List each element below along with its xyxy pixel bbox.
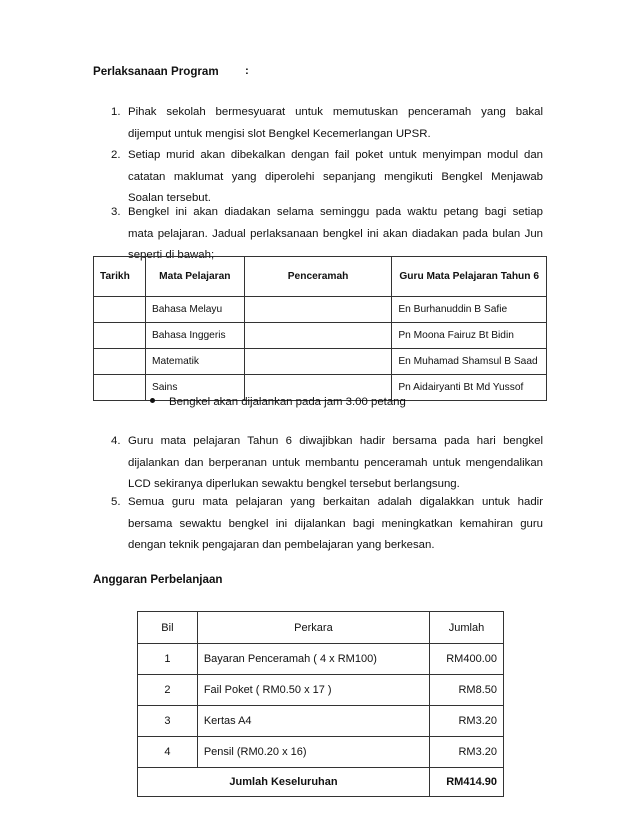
cell-jumlah: RM8.50 bbox=[430, 675, 504, 706]
list-item-line: dijemput untuk mengisi slot Bengkel Kecemerlangan UPSR. bbox=[128, 127, 431, 140]
cell-subject: Bahasa Melayu bbox=[145, 297, 244, 323]
table-row bbox=[94, 297, 547, 323]
column-header-perkara: Perkara bbox=[197, 612, 429, 644]
list-item-line: Pihak sekolah bermesyuarat untuk memutuskan penceramah yang bakal bbox=[128, 106, 543, 118]
bullet-text: Bengkel akan dijalankan pada jam 3.00 petang bbox=[169, 396, 406, 408]
cell-bil: 2 bbox=[138, 675, 198, 706]
list-item-line: dengan teknik pengajaran dan pembelajaran yang berkesan. bbox=[128, 539, 435, 551]
list-item-number: 5. bbox=[111, 496, 121, 508]
budget-heading: Anggaran Perbelanjaan bbox=[93, 573, 223, 586]
column-header-teacher: Guru Mata Pelajaran Tahun 6 bbox=[392, 257, 547, 297]
cell-subject: Matematik bbox=[145, 349, 244, 375]
list-item bbox=[93, 492, 543, 557]
total-row bbox=[138, 768, 504, 797]
cell-speaker bbox=[244, 323, 392, 349]
cell-perkara: Kertas A4 bbox=[197, 706, 429, 737]
bullet-icon bbox=[150, 398, 155, 403]
list-item-line: dijalankan dan berperanan untuk membantu penceramah untuk mengendalikan bbox=[128, 456, 543, 469]
cell-tarikh bbox=[94, 297, 146, 323]
column-header-speaker: Penceramah bbox=[244, 257, 392, 297]
total-label: Jumlah Keseluruhan bbox=[138, 768, 430, 797]
program-heading-colon: : bbox=[245, 65, 249, 77]
list-item-line: Semua guru mata pelajaran yang berkaitan adalah digalakkan untuk hadir bbox=[128, 496, 543, 508]
cell-teacher: Pn Aidairyanti Bt Md Yussof bbox=[392, 375, 547, 401]
schedule-table bbox=[93, 256, 547, 401]
list-item-line: catatan maklumat yang diperolehi sepanjang mengikuti Bengkel Menjawab bbox=[128, 170, 543, 183]
cell-jumlah: RM400.00 bbox=[430, 644, 504, 675]
list-item-number: 1. bbox=[111, 106, 121, 118]
list-item-line: mata pelajaran. Jadual perlaksanaan bengkel ini akan diadakan pada bulan Jun bbox=[128, 227, 543, 240]
list-item-line: LCD sekiranya diperlukan sewaktu bengkel tersebut berlangsung. bbox=[128, 478, 460, 490]
cell-jumlah: RM3.20 bbox=[430, 706, 504, 737]
list-item-number: 4. bbox=[111, 435, 121, 447]
list-item-line: seperti di bawah; bbox=[128, 249, 215, 261]
budget-table bbox=[137, 611, 504, 797]
table-header-row bbox=[94, 257, 547, 297]
cell-tarikh bbox=[94, 375, 146, 401]
cell-bil: 3 bbox=[138, 706, 198, 737]
program-heading: Perlaksanaan Program bbox=[93, 65, 219, 78]
column-header-subject: Mata Pelajaran bbox=[145, 257, 244, 297]
column-header-tarikh: Tarikh bbox=[94, 257, 146, 297]
table-row bbox=[138, 706, 504, 737]
cell-teacher: En Muhamad Shamsul B Saad bbox=[392, 349, 547, 375]
table-row bbox=[94, 349, 547, 375]
table-row bbox=[138, 675, 504, 706]
cell-teacher: Pn Moona Fairuz Bt Bidin bbox=[392, 323, 547, 349]
list-item bbox=[93, 102, 543, 145]
table-header-row bbox=[138, 612, 504, 644]
cell-jumlah: RM3.20 bbox=[430, 737, 504, 768]
list-item-line: Setiap murid akan dibekalkan dengan fail poket untuk menyimpan modul dan bbox=[128, 149, 543, 161]
list-item bbox=[93, 431, 543, 496]
table-row bbox=[138, 644, 504, 675]
list-item-line: Guru mata pelajaran Tahun 6 diwajibkan hadir bersama pada hari bengkel bbox=[128, 435, 543, 447]
cell-subject: Bahasa Inggeris bbox=[145, 323, 244, 349]
list-item-number: 3. bbox=[111, 206, 121, 218]
total-value: RM414.90 bbox=[430, 768, 504, 797]
cell-speaker bbox=[244, 349, 392, 375]
cell-tarikh bbox=[94, 349, 146, 375]
bullet-note bbox=[150, 396, 406, 408]
cell-perkara: Fail Poket ( RM0.50 x 17 ) bbox=[197, 675, 429, 706]
cell-bil: 4 bbox=[138, 737, 198, 768]
list-item bbox=[93, 145, 543, 210]
table-row bbox=[94, 323, 547, 349]
cell-tarikh bbox=[94, 323, 146, 349]
list-item-number: 2. bbox=[111, 149, 121, 161]
list-item-line: Soalan tersebut. bbox=[128, 192, 211, 204]
cell-teacher: En Burhanuddin B Safie bbox=[392, 297, 547, 323]
list-item-line: Bengkel ini akan diadakan selama seminggu pada waktu petang bagi setiap bbox=[128, 206, 543, 218]
table-row bbox=[138, 737, 504, 768]
cell-speaker bbox=[244, 297, 392, 323]
cell-perkara: Pensil (RM0.20 x 16) bbox=[197, 737, 429, 768]
cell-bil: 1 bbox=[138, 644, 198, 675]
cell-perkara: Bayaran Penceramah ( 4 x RM100) bbox=[197, 644, 429, 675]
list-item-line: bersama sewaktu bengkel ini dijalankan bagi meningkatkan kemahiran guru bbox=[128, 517, 543, 530]
column-header-jumlah: Jumlah bbox=[430, 612, 504, 644]
column-header-bil: Bil bbox=[138, 612, 198, 644]
cell-subject: Sains bbox=[145, 375, 244, 401]
